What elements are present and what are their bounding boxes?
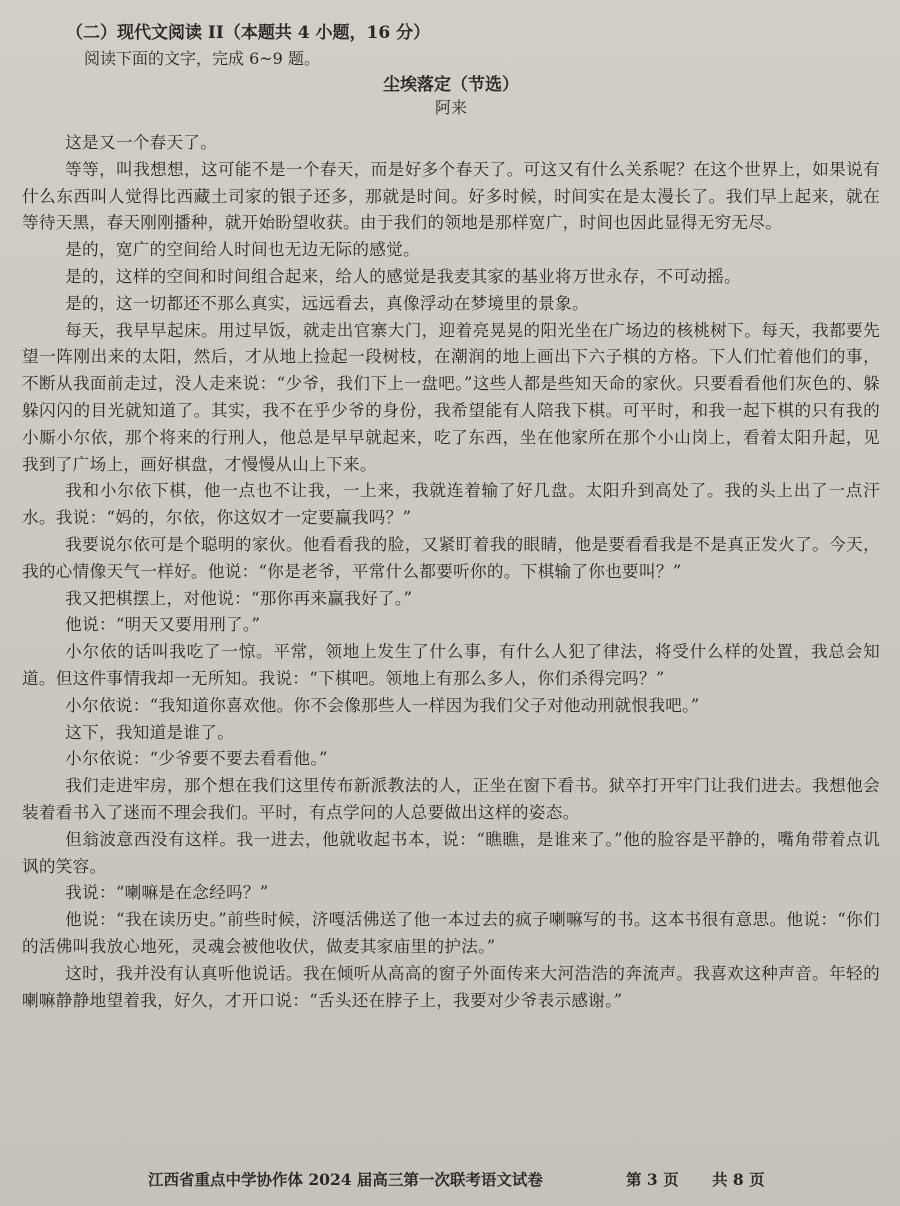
paragraph: 我又把棋摆上，对他说：“那你再来赢我好了。” (65, 588, 413, 608)
paragraph: 每天，我早早起床。用过早饭，就走出官寨大门，迎着亮晃晃的阳光坐在广场边的核桃树下。每天，我都要先望一阵刚出来的太阳，然后，才从地上捡起一段树枝，在潮润的地上画出下六子棋的方格。下人们忙着他们的事，不断从我面前走过，没人走来说：“少爷，我们下上一盘吧。”这些人都是些知天命的家伙。只要看看他们灰色的、躲躲闪闪的目光就知道了。其实，我不在乎少爷的身份，我希望能有人陪我下棋。可平时，和我一起下棋的只有我的小厮小尔依，那个将来的行刑人，他总是早早就起来，吃了东西，坐在他家所在那个小山岗上，看着太阳升起，见我到了广场上，画好棋盘，才慢慢从山上下来。 (22, 320, 880, 474)
article-title: 尘埃落定（节选） (383, 75, 519, 95)
article-body (22, 130, 880, 1014)
total-pages: 共 8 页 (712, 1170, 765, 1189)
article-author: 阿来 (434, 98, 467, 117)
paragraph: 他说：“明天又要用刑了。” (65, 615, 261, 635)
paragraph: 等等，叫我想想，这可能不是一个春天，而是好多个春天了。可这又有什么关系呢？在这个世界上，如果说有什么东西叫人觉得比西藏土司家的银子还多，那就是时间。好多时候，时间实在是太漫长了。我们早上起来，就在等待天黑，春天刚刚播种，就开始盼望收获。由于我们的领地是那样宽广，时间也因此显得无穷无尽。 (22, 159, 880, 233)
paragraph: 是的，这一切都还不那么真实，远远看去，真像浮动在梦境里的景象。 (65, 293, 589, 313)
paragraph: 小尔依说：“少爷要不要去看看他。” (65, 749, 328, 769)
paragraph: 是的，这样的空间和时间组合起来，给人的感觉是我麦其家的基业将万世永存，不可动摇。 (65, 266, 741, 286)
page-footer (0, 1166, 900, 1194)
paragraph: 小尔依的话叫我吃了一惊。平常，领地上发生了什么事，有什么人犯了律法，将受什么样的处置，我总会知道。但这件事情我却一无所知。我说：“下棋吧。领地上有那么多人，你们杀得完吗？” (22, 642, 880, 688)
paragraph: 我们走进牢房，那个想在我们这里传布新派教法的人，正坐在窗下看书。狱卒打开牢门让我们进去。我想他会装着看书入了迷而不理会我们。平时，有点学问的人总要做出这样的姿态。 (22, 776, 880, 822)
paragraph: 我要说尔依可是个聪明的家伙。他看看我的脸，又紧盯着我的眼睛，他是要看看我是不是真正发火了。今天，我的心情像天气一样好。他说：“你是老爷，平常什么都要听你的。下棋输了你也要叫？” (22, 534, 880, 581)
reading-instruction: 阅读下面的文字，完成 6~9 题。 (84, 49, 320, 68)
paragraph: 我说：“喇嘛是在念经吗？” (65, 883, 269, 903)
paragraph: 我和小尔依下棋，他一点也不让我，一上来，我就连着输了好几盘。太阳升到高处了。我的头上出了一点汗水。我说：“妈的，尔依，你这奴才一定要赢我吗？” (22, 481, 880, 528)
paragraph: 这时，我并没有认真听他说话。我在倾听从高高的窗子外面传来大河浩浩的奔流声。我喜欢这种声音。年轻的喇嘛静静地望着我，好久，才开口说：“舌头还在脖子上，我要对少爷表示感谢。” (22, 963, 880, 1010)
exam-name: 江西省重点中学协作体 2024 届高三第一次联考语文试卷 (148, 1170, 543, 1189)
paragraph: 是的，宽广的空间给人时间也无边无际的感觉。 (65, 240, 420, 260)
section-heading: （二）现代文阅读 II（本题共 4 小题，16 分） (66, 23, 431, 43)
paragraph: 但翁波意西没有这样。我一进去，他就收起书本，说：“瞧瞧，是谁来了。”他的脸容是平静的，嘴角带着点讥讽的笑容。 (22, 829, 880, 876)
paragraph: 小尔依说：“我知道你喜欢他。你不会像那些人一样因为我们父子对他动刑就恨我吧。” (65, 695, 700, 715)
paragraph: 这是又一个春天了。 (65, 133, 218, 152)
page-number: 第 3 页 (626, 1170, 679, 1189)
paragraph: 这下，我知道是谁了。 (65, 722, 235, 742)
paragraph: 他说：“我在读历史。”前些时候，济嘎活佛送了他一本过去的疯子喇嘛写的书。这本书很有意思。他说：“你们的活佛叫我放心地死，灵魂会被他收伏，做麦其家庙里的护法。” (22, 910, 880, 956)
